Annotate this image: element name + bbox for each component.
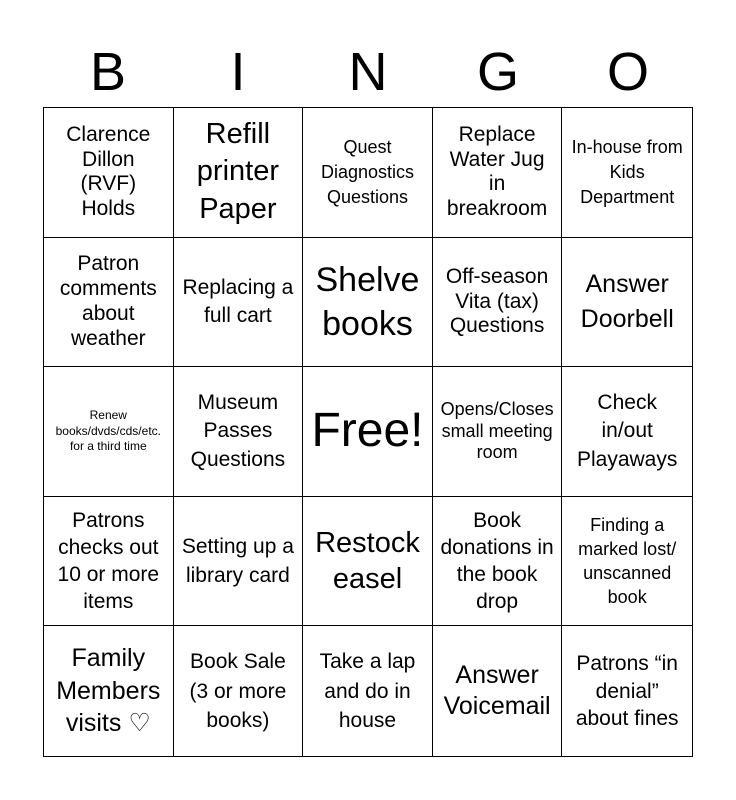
bingo-cell[interactable] <box>303 626 433 756</box>
bingo-cell[interactable] <box>433 367 563 497</box>
bingo-cell[interactable] <box>44 238 174 368</box>
bingo-cell[interactable] <box>44 108 174 238</box>
bingo-cell[interactable] <box>174 108 304 238</box>
free-space-text: Free! <box>311 404 424 458</box>
cell-text: Clarence Dillon (RVF) Holds <box>66 122 151 221</box>
cell-text: Quest Diagnostics Questions <box>320 136 415 207</box>
bingo-cell[interactable] <box>433 108 563 238</box>
bingo-cell[interactable] <box>303 497 433 627</box>
cell-text: Answer Voicemail <box>443 660 551 721</box>
bingo-cell[interactable] <box>562 108 692 238</box>
bingo-cell[interactable] <box>562 367 692 497</box>
bingo-cell[interactable] <box>44 367 174 497</box>
cell-text: Book donations in the book drop <box>440 508 554 614</box>
cell-text: In-house from Kids Department <box>571 136 683 207</box>
header-letter-n: N <box>348 42 388 102</box>
cell-text: Refill printer Paper <box>196 117 279 226</box>
bingo-cell[interactable] <box>303 238 433 368</box>
cell-text: Check in/out Playaways <box>576 390 678 471</box>
cell-text: Museum Passes Questions <box>190 390 286 471</box>
bingo-cell[interactable] <box>303 108 433 238</box>
cell-text: Patron comments about weather <box>59 252 157 350</box>
cell-text: Restock easel <box>315 526 420 596</box>
bingo-cell[interactable] <box>44 626 174 756</box>
cell-text: Patrons checks out 10 or more items <box>57 508 160 614</box>
bingo-board <box>43 107 693 757</box>
cell-text: Setting up a library card <box>181 534 294 588</box>
cell-text: Off-season Vita (tax) Questions <box>445 264 549 338</box>
header-letter-o: O <box>606 42 649 102</box>
cell-text: Family Members visits ♡ <box>56 644 161 738</box>
header-letter-i: I <box>230 42 246 102</box>
bingo-cell[interactable] <box>44 497 174 627</box>
free-space[interactable] <box>303 367 433 497</box>
header-letter-b: B <box>89 42 127 102</box>
bingo-cell[interactable] <box>174 497 304 627</box>
bingo-cell[interactable] <box>174 367 304 497</box>
bingo-cell[interactable] <box>433 626 563 756</box>
bingo-header <box>43 36 693 108</box>
cell-text: Replace Water Jug in breakroom <box>446 122 548 221</box>
bingo-cell[interactable] <box>433 238 563 368</box>
cell-text: Book Sale (3 or more books) <box>189 650 287 732</box>
cell-text: Opens/Closes small meeting room <box>440 399 554 463</box>
cell-text: Replacing a full cart <box>182 275 294 327</box>
bingo-cell[interactable] <box>433 497 563 627</box>
cell-text: Answer Doorbell <box>580 269 674 333</box>
cell-text: Finding a marked lost/ unscanned book <box>578 514 677 608</box>
bingo-cell[interactable] <box>562 238 692 368</box>
bingo-cell[interactable] <box>174 626 304 756</box>
cell-text: Renew books/dvds/cds/etc. for a third time <box>55 408 161 454</box>
header-letter-g: G <box>476 42 519 102</box>
bingo-cell[interactable] <box>174 238 304 368</box>
cell-text: Shelve books <box>315 260 420 343</box>
bingo-cell[interactable] <box>562 626 692 756</box>
cell-text: Patrons “in denial” about fines <box>575 652 679 730</box>
cell-text: Take a lap and do in house <box>319 650 416 732</box>
bingo-cell[interactable] <box>562 497 692 627</box>
